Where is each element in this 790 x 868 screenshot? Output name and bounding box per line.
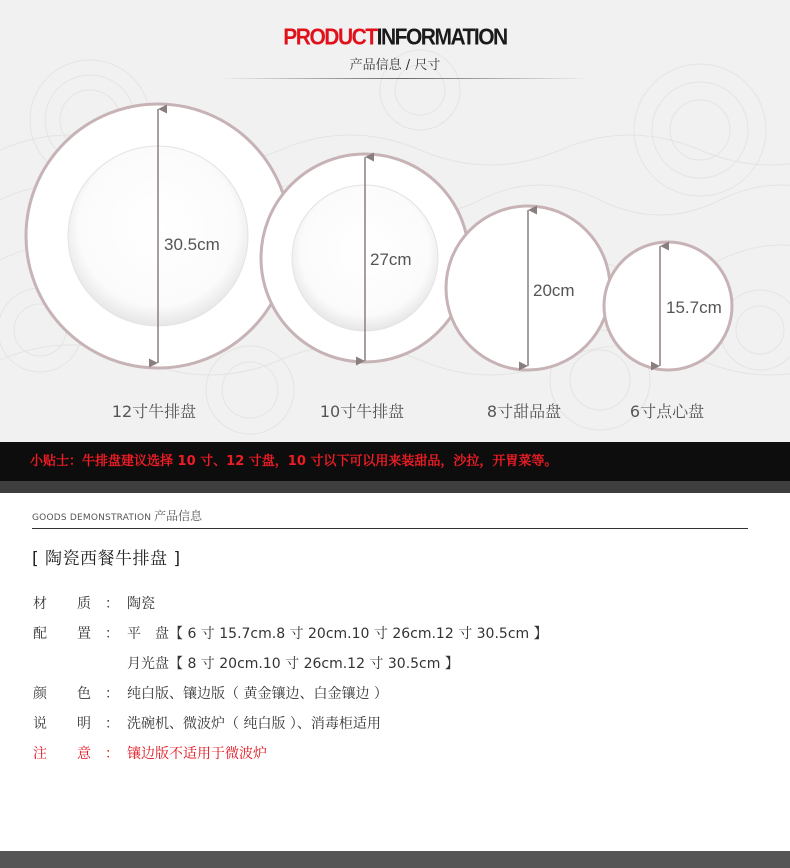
plate-6-size-label: 15.7cm: [666, 298, 722, 317]
plate-8-inch: [446, 206, 610, 370]
spec-value-configuration-flat: 平 盘【 6 寸 15.7cm.8 寸 20cm.10 寸 26cm.12 寸 30.5cm 】: [127, 626, 548, 642]
spec-label-configuration-a: 配: [33, 626, 47, 642]
spec-label-configuration-b: 置: [77, 626, 91, 642]
goods-section-heading: [32, 507, 202, 524]
goods-section-heading-en: GOODS DEMONSTRATION: [32, 513, 152, 523]
product-title: [ 陶瓷西餐牛排盘 ]: [32, 549, 181, 569]
spec-label-material-a: 材: [33, 596, 47, 612]
heading-subtitle: 产品信息 / 尺寸: [349, 58, 441, 73]
plate-8-name: 8寸甜品盘: [486, 402, 562, 421]
plate-8-size-label: 20cm: [533, 281, 575, 300]
tip-bar: [0, 442, 790, 481]
spec-colon: ：: [105, 746, 119, 762]
spec-row-notice: [33, 743, 267, 763]
spec-label-description-a: 说: [33, 716, 47, 732]
spec-label-material-b: 质: [77, 596, 91, 612]
spec-colon: ：: [105, 626, 119, 642]
spec-value-color: 纯白版、镶边版（ 黄金镶边、白金镶边 ）: [127, 686, 388, 702]
plate-6-inch: [604, 242, 732, 370]
tip-bar-shadow-strip: [0, 481, 790, 493]
plate-10-inch: [261, 154, 469, 362]
spec-row-description: [33, 713, 381, 733]
spec-label-notice-b: 意: [77, 746, 91, 762]
spec-value-notice: 镶边版不适用于微波炉: [127, 746, 267, 762]
goods-section-heading-cn: 产品信息: [154, 509, 203, 523]
spec-label-description-b: 明: [77, 716, 91, 732]
footer-bar: [0, 851, 790, 868]
heading-product-word: PRODUCT: [283, 25, 377, 50]
plate-10-size-label: 27cm: [370, 250, 412, 269]
spec-row-configuration: [33, 623, 548, 643]
spec-value-description: 洗碗机、微波炉（ 纯白版 ）、消毒柜适用: [127, 716, 381, 732]
spec-value-configuration-moonlight: 月光盘【 8 寸 20cm.10 寸 26cm.12 寸 30.5cm 】: [127, 656, 459, 672]
tip-text: 牛排盘建议选择 10 寸、12 寸盘，10 寸以下可以用来装甜品，沙拉，开胃菜等。: [82, 454, 558, 469]
goods-section-divider: [32, 528, 748, 529]
spec-label-color-a: 颜: [33, 686, 47, 702]
plate-6-name: 6寸点心盘: [629, 402, 705, 421]
plate-12-name: 12寸牛排盘: [111, 402, 197, 421]
spec-row-material: [33, 593, 155, 613]
plate-12-inch: [26, 104, 290, 368]
plate-10-name: 10寸牛排盘: [319, 402, 405, 421]
spec-label-color-b: 色: [77, 686, 91, 702]
spec-value-material: 陶瓷: [127, 596, 155, 612]
spec-colon: ：: [105, 686, 119, 702]
spec-row-color: [33, 683, 388, 703]
heading-information-word: INFORMATION: [376, 25, 507, 50]
spec-colon: ：: [105, 596, 119, 612]
tip-label: 小贴士：: [30, 454, 83, 469]
spec-colon: ：: [105, 716, 119, 732]
spec-label-notice-a: 注: [33, 746, 47, 762]
plate-12-size-label: 30.5cm: [164, 235, 220, 254]
